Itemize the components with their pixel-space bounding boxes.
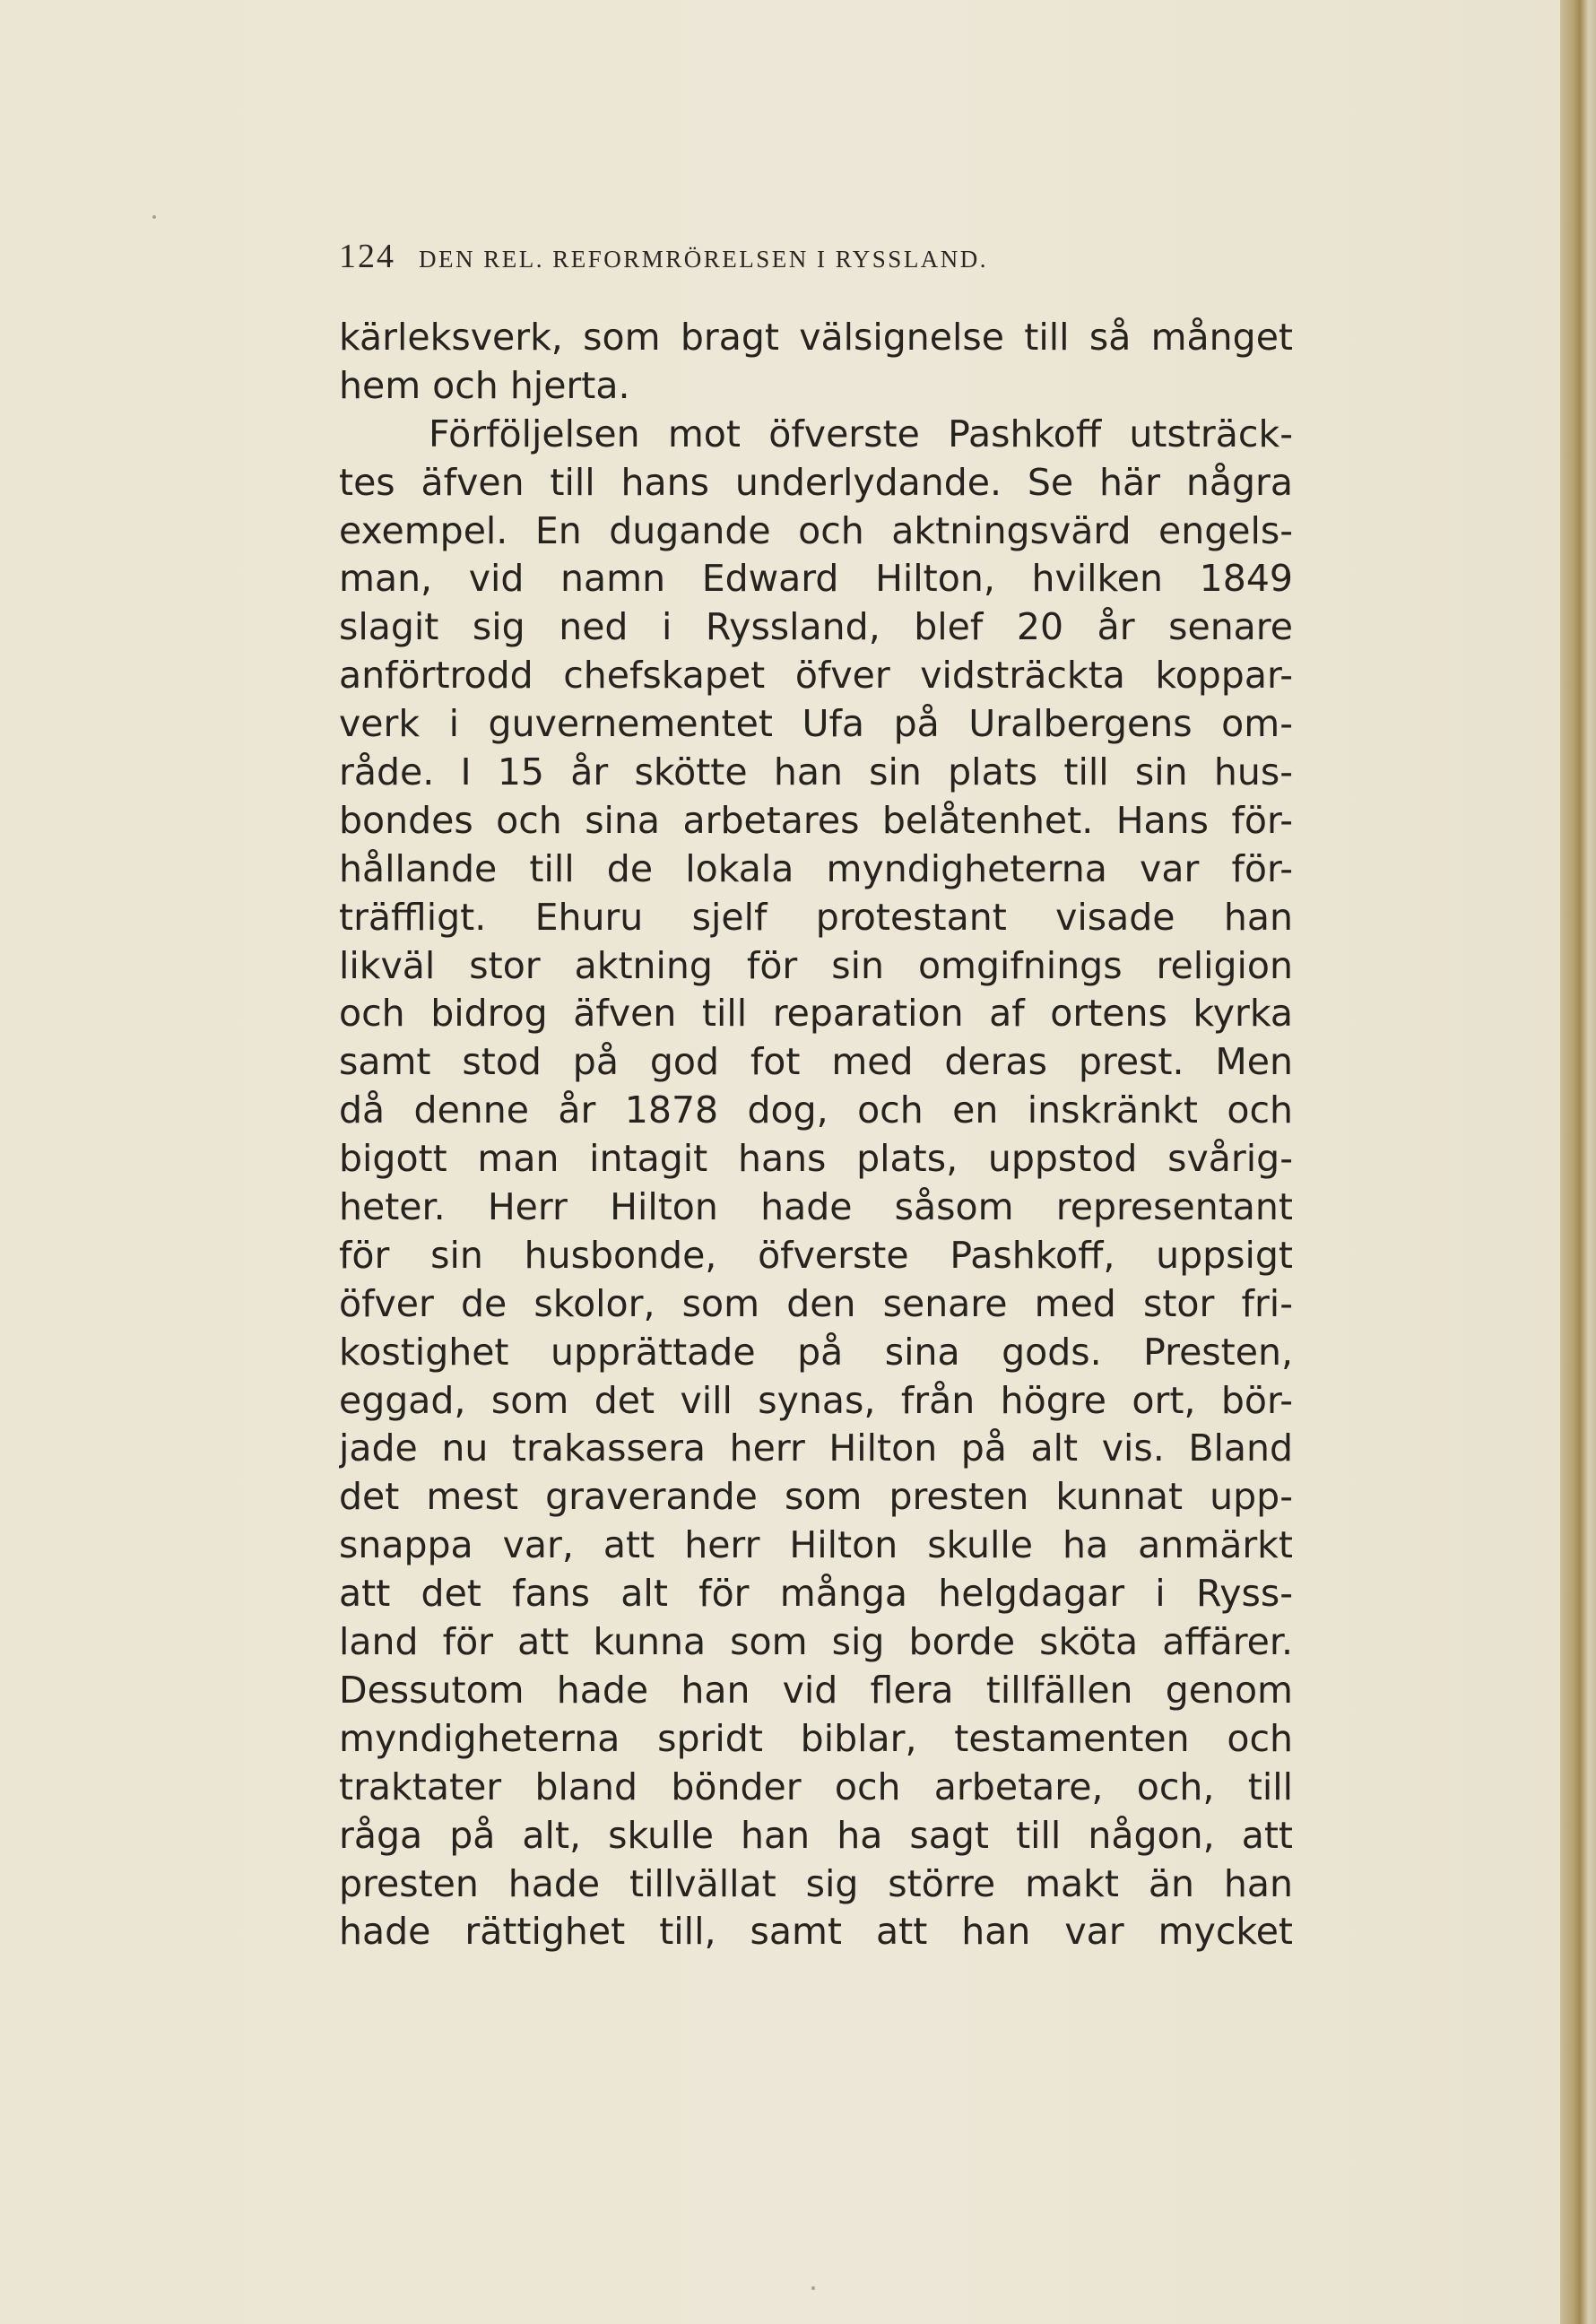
page-header — [339, 237, 1289, 282]
text-line: samt stod på god fot med deras prest. Men — [339, 1040, 1293, 1084]
body-text — [339, 314, 1293, 1956]
text-line: snappa var, att herr Hilton skulle ha anmärkt — [339, 1523, 1293, 1567]
text-line: hållande till de lokala myndigheterna var för- — [339, 846, 1293, 890]
text-line: hem och hjerta. — [339, 363, 630, 407]
text-line: Dessutom hade han vid flera tillfällen genom — [339, 1668, 1293, 1712]
text-line: råga på alt, skulle han ha sagt till någon, att — [339, 1813, 1293, 1857]
text-line: då denne år 1878 dog, och en inskränkt och — [339, 1088, 1293, 1132]
text-line: heter. Herr Hilton hade såsom representant — [339, 1185, 1293, 1229]
text-line: att det fans alt för många helgdagar i Ryss- — [339, 1572, 1293, 1616]
text-line: anförtrodd chefskapet öfver vidsträckta koppar- — [339, 654, 1293, 698]
text-line: kostighet upprättade på sina gods. Presten, — [339, 1330, 1293, 1374]
text-line: träffligt. Ehuru sjelf protestant visade han — [339, 895, 1293, 939]
text-line: tes äfven till hans underlydande. Se här några — [339, 460, 1293, 504]
paper-speck — [152, 215, 156, 219]
text-line: hade rättighet till, samt att han var mycket — [339, 1910, 1293, 1954]
text-line: bigott man intagit hans plats, uppstod svårig- — [339, 1137, 1293, 1181]
text-line: råde. I 15 år skötte han sin plats till sin hus- — [339, 750, 1293, 794]
text-line: eggad, som det vill synas, från högre ort, bör- — [339, 1378, 1293, 1422]
paper-speck — [811, 2286, 815, 2290]
text-line: slagit sig ned i Ryssland, blef 20 år senare — [339, 605, 1293, 649]
running-head: DEN REL. REFORMRÖRELSEN I RYSSLAND. — [419, 246, 989, 273]
text-line: det mest graverande som presten kunnat upp- — [339, 1475, 1293, 1519]
text-line: likväl stor aktning för sin omgifnings religion — [339, 943, 1293, 987]
text-line: exempel. En dugande och aktningsvärd engels- — [339, 508, 1293, 552]
text-line: traktater bland bönder och arbetare, och, till — [339, 1765, 1293, 1808]
text-line: och bidrog äfven till reparation af ortens kyrka — [339, 992, 1293, 1036]
text-line: man, vid namn Edward Hilton, hvilken 1849 — [339, 557, 1293, 601]
text-line: öfver de skolor, som den senare med stor fri- — [339, 1281, 1293, 1325]
page-number: 124 — [339, 238, 395, 275]
text-line: bondes och sina arbetares belåtenhet. Hans för- — [339, 798, 1293, 842]
text-line: myndigheterna spridt biblar, testamenten och — [339, 1716, 1293, 1760]
text-line: för sin husbonde, öfverste Pashkoff, uppsigt — [339, 1233, 1293, 1277]
page-edge — [1560, 0, 1596, 2324]
text-line: jade nu trakassera herr Hilton på alt vis. Bland — [339, 1426, 1293, 1470]
text-line: verk i guvernementet Ufa på Uralbergens om- — [339, 702, 1293, 746]
text-line: land för att kunna som sig borde sköta affärer. — [339, 1620, 1293, 1664]
text-line: Förföljelsen mot öfverste Pashkoff utsträck- — [429, 412, 1293, 455]
text-line: kärleksverk, som bragt välsignelse till så månget — [339, 316, 1293, 359]
text-line: presten hade tillvällat sig större makt än han — [339, 1861, 1293, 1905]
